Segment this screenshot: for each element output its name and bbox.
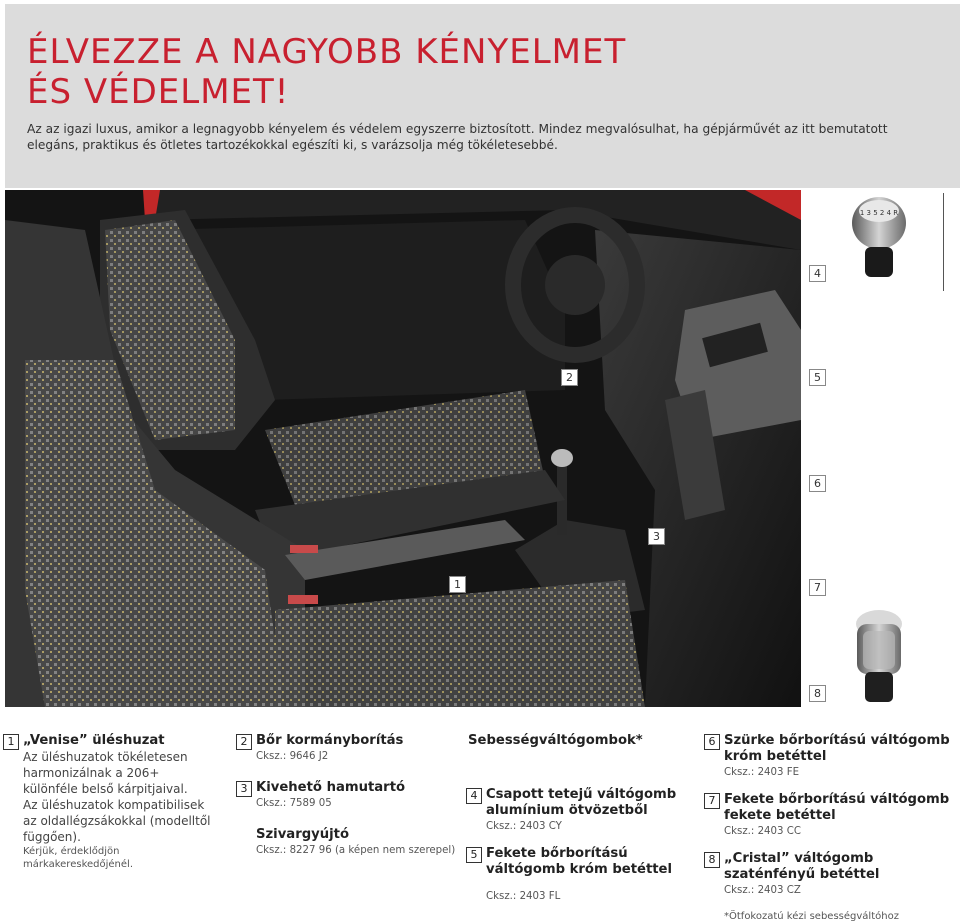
photo-marker-3: 3 <box>648 528 665 545</box>
item-5 <box>466 846 691 904</box>
photo-marker-6: 6 <box>809 475 826 492</box>
item-number-4: 4 <box>466 788 482 804</box>
column-4 <box>704 733 956 923</box>
page-title-line-1: ÉLVEZZE A NAGYOBB KÉNYELMET <box>27 32 627 72</box>
item-number-5: 5 <box>466 847 482 863</box>
item-name-3: Kivehető hamutartó <box>256 780 406 795</box>
divider-line <box>943 193 944 291</box>
item-code-3: Cksz.: 7589 05 <box>256 798 332 809</box>
item-number-3: 3 <box>236 781 252 797</box>
column-2 <box>236 733 456 858</box>
item-3 <box>236 780 456 811</box>
item-number-6: 6 <box>704 734 720 750</box>
photo-marker-1: 1 <box>449 576 466 593</box>
item-6 <box>704 733 956 780</box>
gear-knobs-heading: Sebességváltógombok* <box>468 733 643 748</box>
car-interior-illustration <box>5 190 801 707</box>
gear-knob-aluminium-image <box>848 195 910 287</box>
item-lighter <box>236 827 456 858</box>
column-1 <box>3 733 218 871</box>
item-note-1: Kérjük, érdeklődjön márkakereskedőjénél. <box>23 846 133 870</box>
item-name-2: Bőr kormányborítás <box>256 733 404 748</box>
item-code-lighter: Cksz.: 8227 96 (a képen nem szerepel) <box>256 845 456 856</box>
item-number-2: 2 <box>236 734 252 750</box>
page-title-line-2: ÉS VÉDELMET! <box>27 72 290 112</box>
item-name-6: Szürke bőrborítású váltógomb króm betéttel <box>724 733 950 764</box>
item-code-5: Cksz.: 2403 FL <box>486 891 561 902</box>
item-7 <box>704 792 956 839</box>
item-code-4: Cksz.: 2403 CY <box>486 821 562 832</box>
photo-marker-7: 7 <box>809 579 826 596</box>
footnote: *Ötfokozatú kézi sebességváltóhoz <box>724 911 899 922</box>
photo-marker-8: 8 <box>809 685 826 702</box>
car-interior-photo <box>5 190 801 707</box>
photo-marker-5: 5 <box>809 369 826 386</box>
item-name-8: „Cristal” váltógomb szaténfényű betéttel <box>724 851 880 882</box>
photo-marker-4: 4 <box>809 265 826 282</box>
item-desc-1a: Az üléshuzatok tökéletesen harmonizálnak a 206+ különféle belső kárpitjaival. <box>23 750 188 796</box>
item-name-lighter: Szivargyújtó <box>256 827 350 842</box>
item-8 <box>704 851 956 898</box>
item-code-7: Cksz.: 2403 CC <box>724 826 801 837</box>
item-2 <box>236 733 456 764</box>
item-desc-1b: Az üléshuzatok kompatibilisek az oldallégzsákokkal (modelltől függően). <box>23 798 211 844</box>
gear-knob-shift-pattern: 1 3 5 2 4 R <box>859 209 899 217</box>
item-number-8: 8 <box>704 852 720 868</box>
item-code-6: Cksz.: 2403 FE <box>724 767 800 778</box>
item-name-7: Fekete bőrborítású váltógomb fekete betéttel <box>724 792 950 823</box>
item-code-8: Cksz.: 2403 CZ <box>724 885 801 896</box>
header-banner <box>5 4 960 188</box>
item-code-2: Cksz.: 9646 J2 <box>256 751 329 762</box>
intro-text: Az az igazi luxus, amikor a legnagyobb kényelem és védelem egyszerre biztosított. Mindez megvalósulhat, ha gépjárművét az itt bemutatott elegáns, praktikus és ötletes tartozékokkal egészíti ki, s varázsolja még tökéletesebbé. <box>27 122 888 152</box>
item-number-7: 7 <box>704 793 720 809</box>
gear-knob-cristal-image <box>853 606 905 710</box>
item-name-5: Fekete bőrborítású váltógomb króm betéttel <box>486 846 673 877</box>
item-name-4: Csapott tetejű váltógomb alumínium ötvözetből <box>486 787 677 818</box>
item-4 <box>466 787 691 834</box>
item-name-1: „Venise” üléshuzat <box>23 733 165 748</box>
column-3 <box>466 733 691 904</box>
item-1 <box>3 733 218 871</box>
item-number-1: 1 <box>3 734 19 750</box>
page-title <box>27 32 626 112</box>
photo-marker-2: 2 <box>561 369 578 386</box>
